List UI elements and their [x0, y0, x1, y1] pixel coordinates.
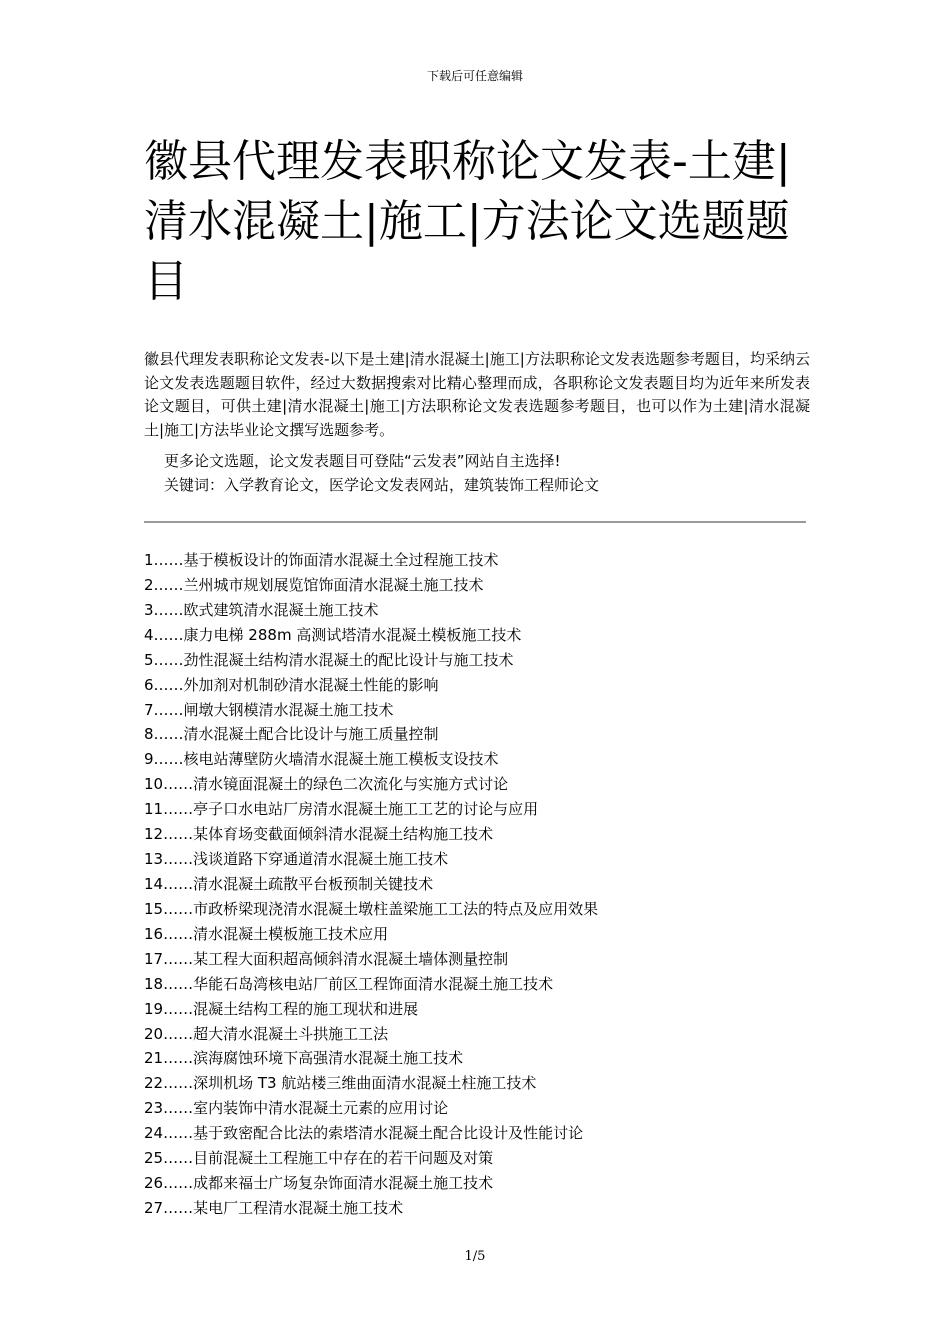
- list-item: 11……亭子口水电站厂房清水混凝土施工工艺的讨论与应用: [144, 800, 539, 819]
- page-number: 1/5: [464, 1249, 486, 1264]
- list-item: 25……目前混凝土工程施工中存在的若干问题及对策: [144, 1149, 494, 1168]
- more-topics-note: 更多论文选题，论文发表题目可登陆“云发表”网站自主选择!: [164, 452, 561, 470]
- page-title: 徽县代理发表职称论文发表-土建|清水混凝土|施工|方法论文选题题目: [144, 136, 791, 307]
- list-item: 19……混凝土结构工程的施工现状和进展: [144, 999, 419, 1018]
- list-item: 10……清水镜面混凝土的绿色二次流化与实施方式讨论: [144, 775, 509, 794]
- list-item: 2……兰州城市规划展览馆饰面清水混凝土施工技术: [144, 575, 484, 594]
- list-item: 12……某体育场变截面倾斜清水混凝土结构施工技术: [144, 825, 494, 844]
- list-item: 1……基于模板设计的饰面清水混凝土全过程施工技术: [144, 551, 499, 569]
- list-item: 24……基于致密配合比法的索塔清水混凝土配合比设计及性能讨论: [144, 1124, 584, 1143]
- list-item: 13……浅谈道路下穿通道清水混凝土施工技术: [144, 850, 449, 869]
- list-item: 27……某电厂工程清水混凝土施工技术: [144, 1198, 404, 1217]
- list-item: 17……某工程大面积超高倾斜清水混凝土墙体测量控制: [144, 949, 509, 968]
- list-item: 16……清水混凝土模板施工技术应用: [144, 924, 389, 943]
- list-item: 21……滨海腐蚀环境下高强清水混凝土施工技术: [144, 1049, 464, 1068]
- keywords-line: 关键词：入学教育论文，医学论文发表网站，建筑装饰工程师论文: [164, 476, 600, 494]
- list-item: 3……欧式建筑清水混凝土施工技术: [144, 600, 379, 619]
- list-item: 14……清水混凝土疏散平台板预制关键技术: [144, 874, 434, 893]
- list-item: 22……深圳机场 T3 航站楼三维曲面清水混凝土柱施工技术: [144, 1074, 537, 1093]
- list-item: 8……清水混凝土配合比设计与施工质量控制: [144, 725, 439, 744]
- list-item: 26……成都来福士广场复杂饰面清水混凝土施工技术: [144, 1174, 494, 1193]
- list-item: 18……华能石岛湾核电站厂前区工程饰面清水混凝土施工技术: [144, 974, 554, 993]
- list-item: 15……市政桥梁现浇清水混凝土墩柱盖梁施工工法的特点及应用效果: [144, 899, 599, 918]
- list-item: 9……核电站薄壁防火墙清水混凝土施工模板支设技术: [144, 750, 499, 769]
- list-item: 20……超大清水混凝土斗拱施工工法: [144, 1024, 389, 1043]
- section-divider: [144, 521, 806, 523]
- list-item: 23……室内装饰中清水混凝土元素的应用讨论: [144, 1099, 449, 1118]
- intro-paragraph: 徽县代理发表职称论文发表-以下是土建|清水混凝土|施工|方法职称论文发表选题参考题目，均采纳云论文发表选题题目软件，经过大数据搜索对比精心整理而成，各职称论文发表题目均为近年来所发表论文题目，可供土建|清水混凝土|施工|方法职称论文发表选题参考题目，也可以作为土建|清水混凝土|施工|方法毕业论文撰写选题参考。: [144, 350, 810, 439]
- list-item: 5……劲性混凝土结构清水混凝土的配比设计与施工技术: [144, 650, 514, 669]
- list-item: 6……外加剂对机制砂清水混凝土性能的影响: [144, 675, 439, 694]
- list-item: 4……康力电梯 288m 高测试塔清水混凝土模板施工技术: [144, 625, 522, 644]
- list-item: 7……闸墩大钢模清水混凝土施工技术: [144, 700, 394, 719]
- header-note: 下载后可任意编辑: [426, 69, 523, 83]
- topic-list: [144, 548, 824, 1221]
